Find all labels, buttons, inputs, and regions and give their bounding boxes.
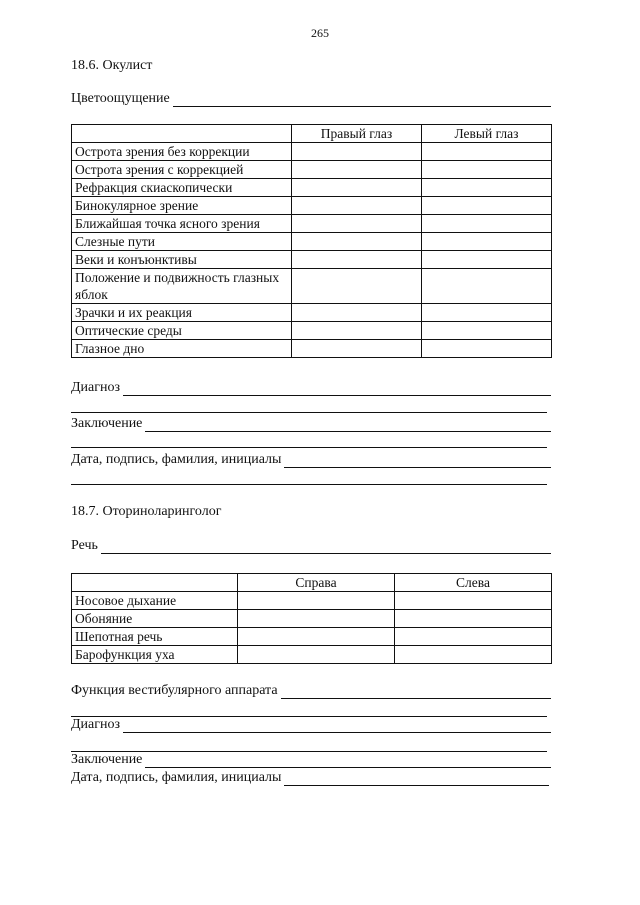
value-cell-second[interactable] bbox=[422, 143, 552, 161]
oculist-table bbox=[71, 124, 552, 358]
table-row bbox=[72, 233, 552, 251]
value-cell-second[interactable] bbox=[395, 628, 552, 646]
conclusion-label: Заключение bbox=[71, 416, 143, 431]
value-cell-first[interactable] bbox=[292, 197, 422, 215]
signature-field-ent[interactable] bbox=[71, 770, 549, 786]
value-cell-first[interactable] bbox=[238, 610, 395, 628]
color-perception-label: Цветоощущение bbox=[71, 91, 170, 106]
row-label: Острота зрения без коррекции bbox=[72, 143, 292, 161]
diagnosis-line[interactable] bbox=[123, 383, 551, 396]
signature-label: Дата, подпись, фамилия, инициалы bbox=[71, 770, 282, 785]
diagnosis-field-oculist[interactable] bbox=[71, 380, 551, 396]
table-row bbox=[72, 197, 552, 215]
speech-field[interactable] bbox=[71, 538, 551, 554]
table-header-cell bbox=[72, 125, 292, 143]
value-cell-first[interactable] bbox=[292, 179, 422, 197]
signature-field-oculist[interactable] bbox=[71, 452, 551, 468]
page-number: 265 bbox=[311, 26, 329, 40]
row-label: Барофункция уха bbox=[72, 646, 238, 664]
value-cell-first[interactable] bbox=[292, 233, 422, 251]
table-row bbox=[72, 215, 552, 233]
section-heading-ent: 18.7. Оториноларинголог bbox=[71, 504, 222, 519]
table-header-cell: Левый глаз bbox=[422, 125, 552, 143]
table-row bbox=[72, 628, 552, 646]
value-cell-first[interactable] bbox=[292, 143, 422, 161]
row-label: Положение и подвижность глазных яблок bbox=[72, 269, 292, 304]
value-cell-first[interactable] bbox=[238, 646, 395, 664]
value-cell-first[interactable] bbox=[292, 340, 422, 358]
value-cell-first[interactable] bbox=[292, 251, 422, 269]
value-cell-second[interactable] bbox=[422, 215, 552, 233]
diagnosis-label: Диагноз bbox=[71, 717, 121, 732]
value-cell-second[interactable] bbox=[422, 251, 552, 269]
row-label: Оптические среды bbox=[72, 322, 292, 340]
section-heading-oculist: 18.6. Окулист bbox=[71, 58, 153, 73]
value-cell-second[interactable] bbox=[395, 646, 552, 664]
value-cell-second[interactable] bbox=[395, 610, 552, 628]
conclusion-line-continued[interactable] bbox=[71, 447, 547, 448]
table-row bbox=[72, 610, 552, 628]
value-cell-first[interactable] bbox=[292, 304, 422, 322]
diagnosis-line[interactable] bbox=[123, 720, 551, 733]
value-cell-first[interactable] bbox=[292, 322, 422, 340]
table-row bbox=[72, 592, 552, 610]
row-label: Обоняние bbox=[72, 610, 238, 628]
value-cell-first[interactable] bbox=[292, 269, 422, 304]
table-row bbox=[72, 646, 552, 664]
row-label: Ближайшая точка ясного зрения bbox=[72, 215, 292, 233]
vestibular-line[interactable] bbox=[281, 686, 551, 699]
value-cell-second[interactable] bbox=[422, 322, 552, 340]
color-perception-field[interactable] bbox=[71, 91, 551, 107]
diagnosis-label: Диагноз bbox=[71, 380, 121, 395]
row-label: Бинокулярное зрение bbox=[72, 197, 292, 215]
row-label: Веки и конъюнктивы bbox=[72, 251, 292, 269]
value-cell-second[interactable] bbox=[422, 269, 552, 304]
vestibular-field[interactable] bbox=[71, 683, 551, 699]
table-header-cell bbox=[72, 574, 238, 592]
table-row bbox=[72, 304, 552, 322]
value-cell-second[interactable] bbox=[422, 304, 552, 322]
table-row bbox=[72, 340, 552, 358]
value-cell-first[interactable] bbox=[292, 215, 422, 233]
conclusion-field-oculist[interactable] bbox=[71, 416, 551, 432]
ent-table bbox=[71, 573, 552, 664]
speech-label: Речь bbox=[71, 538, 98, 553]
row-label: Рефракция скиаскопически bbox=[72, 179, 292, 197]
value-cell-first[interactable] bbox=[238, 592, 395, 610]
row-label: Острота зрения с коррекцией bbox=[72, 161, 292, 179]
signature-line[interactable] bbox=[284, 773, 549, 786]
row-label: Носовое дыхание bbox=[72, 592, 238, 610]
table-row bbox=[72, 143, 552, 161]
table-header-cell: Слева bbox=[395, 574, 552, 592]
value-cell-second[interactable] bbox=[395, 592, 552, 610]
vestibular-label: Функция вестибулярного аппарата bbox=[71, 683, 278, 698]
value-cell-first[interactable] bbox=[238, 628, 395, 646]
conclusion-field-ent[interactable] bbox=[71, 752, 551, 768]
value-cell-second[interactable] bbox=[422, 340, 552, 358]
value-cell-second[interactable] bbox=[422, 161, 552, 179]
value-cell-second[interactable] bbox=[422, 197, 552, 215]
diagnosis-field-ent[interactable] bbox=[71, 717, 551, 733]
value-cell-first[interactable] bbox=[292, 161, 422, 179]
diagnosis-line-continued[interactable] bbox=[71, 412, 547, 413]
conclusion-line[interactable] bbox=[145, 419, 551, 432]
table-header-cell: Справа bbox=[238, 574, 395, 592]
row-label: Шепотная речь bbox=[72, 628, 238, 646]
table-row bbox=[72, 322, 552, 340]
signature-line-continued[interactable] bbox=[71, 484, 547, 485]
color-perception-line[interactable] bbox=[173, 94, 551, 107]
table-row bbox=[72, 161, 552, 179]
table-row bbox=[72, 179, 552, 197]
signature-line[interactable] bbox=[284, 455, 551, 468]
row-label: Слезные пути bbox=[72, 233, 292, 251]
conclusion-label: Заключение bbox=[71, 752, 143, 767]
row-label: Глазное дно bbox=[72, 340, 292, 358]
table-header-row bbox=[72, 574, 552, 592]
row-label: Зрачки и их реакция bbox=[72, 304, 292, 322]
table-row bbox=[72, 269, 552, 304]
value-cell-second[interactable] bbox=[422, 233, 552, 251]
signature-label: Дата, подпись, фамилия, инициалы bbox=[71, 452, 282, 467]
value-cell-second[interactable] bbox=[422, 179, 552, 197]
speech-line[interactable] bbox=[101, 541, 551, 554]
table-header-cell: Правый глаз bbox=[292, 125, 422, 143]
conclusion-line[interactable] bbox=[145, 755, 551, 768]
table-row bbox=[72, 251, 552, 269]
table-header-row bbox=[72, 125, 552, 143]
